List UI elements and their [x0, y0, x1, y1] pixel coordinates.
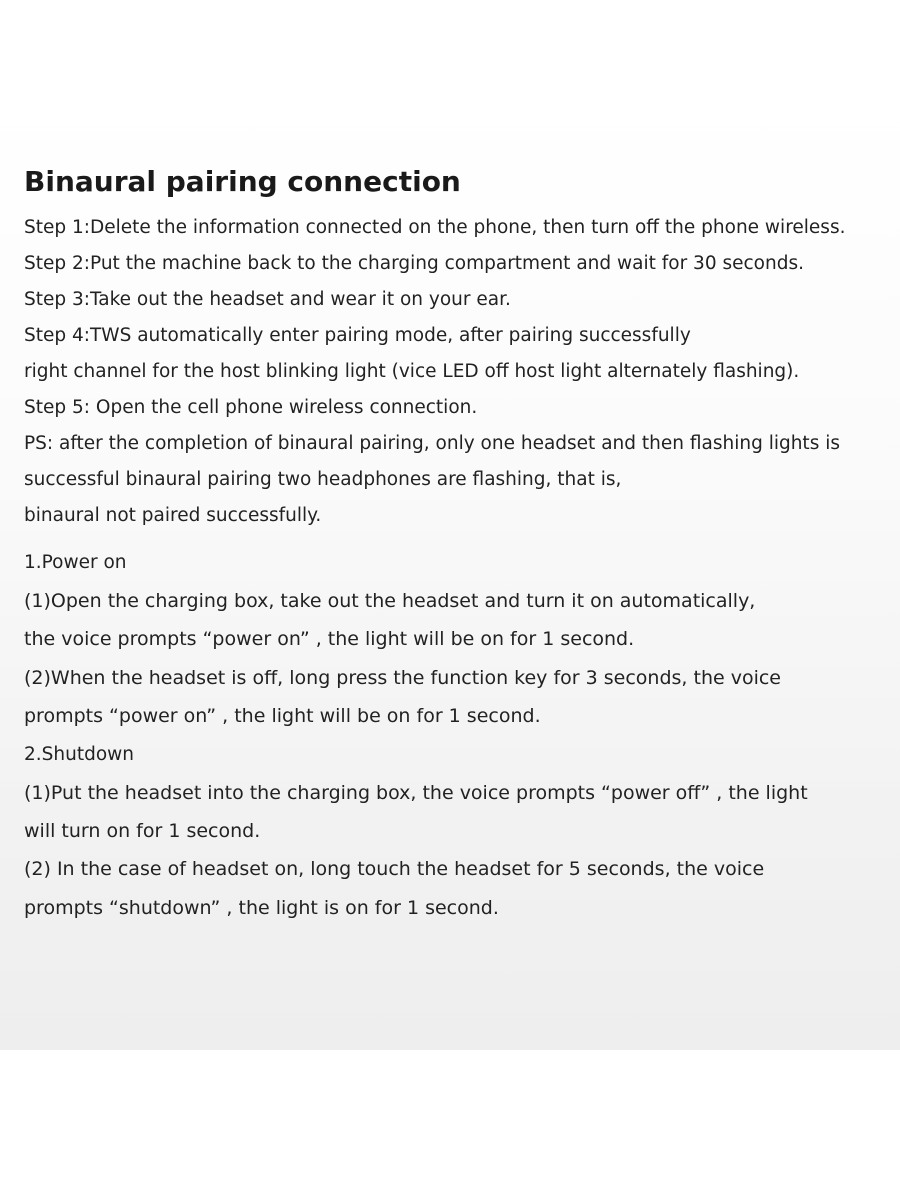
shutdown-section — [24, 736, 884, 928]
pairing-line: right channel for the host blinking light (vice LED off host light alternately flashing). — [24, 361, 800, 382]
shutdown-line: will turn on for 1 second. — [24, 820, 261, 843]
pairing-line: Step 3:Take out the headset and wear it on your ear. — [24, 289, 511, 310]
power-on-section — [24, 544, 884, 736]
instruction-document — [24, 160, 884, 927]
pairing-line: Step 5: Open the cell phone wireless connection. — [24, 397, 478, 418]
power-on-line: prompts “power on” , the light will be on for 1 second. — [24, 705, 541, 728]
pairing-line: binaural not paired successfully. — [24, 505, 322, 526]
section-spacer — [24, 534, 884, 544]
power-on-line: (1)Open the charging box, take out the headset and turn it on automatically, — [24, 590, 756, 612]
power-on-heading: 1.Power on — [24, 552, 127, 573]
pairing-line: successful binaural pairing two headphones are flashing, that is, — [24, 469, 622, 490]
shutdown-line: (1)Put the headset into the charging box, the voice prompts “power off” , the light — [24, 781, 808, 804]
pairing-line: Step 2:Put the machine back to the charging compartment and wait for 30 seconds. — [24, 253, 804, 274]
pairing-line: PS: after the completion of binaural pairing, only one headset and then flashing lights is — [24, 433, 840, 454]
shutdown-line: (2) In the case of headset on, long touch the headset for 5 seconds, the voice — [24, 858, 765, 881]
power-on-line: the voice prompts “power on” , the light will be on for 1 second. — [24, 628, 635, 651]
shutdown-heading: 2.Shutdown — [24, 743, 135, 765]
shutdown-line: prompts “shutdown” , the light is on for 1 second. — [24, 896, 499, 919]
pairing-line: Step 1:Delete the information connected on the phone, then turn off the phone wireless. — [24, 217, 846, 238]
pairing-line: Step 4:TWS automatically enter pairing mode, after pairing successfully — [24, 325, 691, 346]
pairing-steps — [24, 210, 884, 534]
document-title: Binaural pairing connection — [24, 165, 461, 198]
power-on-line: (2)When the headset is off, long press the function key for 3 seconds, the voice — [24, 666, 781, 689]
